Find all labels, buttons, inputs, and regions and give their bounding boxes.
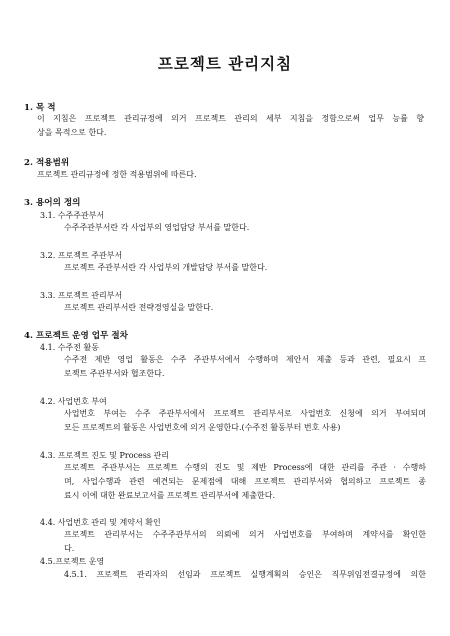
item-3-1-label: 3.1. 수주주관부서 <box>40 211 105 220</box>
document-title: 프로젝트 관리지침 <box>157 54 293 73</box>
item-4-2-line-1: 사업번호 부여는 수주 주관부서에서 프로젝트 관리부서로 사업번호 신청에 의거 부여되며 <box>64 409 426 418</box>
item-4-3-line-1: 프로젝트 주관부서는 프로젝트 수행의 진도 및 제반 Process에 대한 관리를 주관 · 수행하 <box>64 463 426 472</box>
item-3-1-body: 수주주관부서란 각 사업부의 영업담당 부서를 말한다. <box>64 223 250 232</box>
item-4-4-label: 4.4. 사업번호 관리 및 계약서 확인 <box>40 518 161 527</box>
item-4-2-line-2: 모든 프로젝트의 활동은 사업번호에 의거 운영한다.(수주전 활동부터 번호 사용) <box>64 423 341 432</box>
section-1-line-1: 이 지침은 프로젝트 관리규정에 의거 프로젝트 관리의 세부 지침을 정함으로써 업무 능률 향 <box>37 114 424 123</box>
item-4-3-line-2: 며, 사업수행과 관련 예견되는 문제점에 대해 프로젝트 관리부서와 협의하고 프로젝트 종 <box>64 477 426 486</box>
item-4-4-line-2: 다. <box>64 544 75 553</box>
section-4-heading: 4. 프로젝트 운영 업무 절차 <box>24 331 128 341</box>
item-4-4-line-1: 프로젝트 관리부서는 수주주관부서의 의뢰에 의거 사업번호를 부여하며 계약서를 확인한 <box>64 530 426 539</box>
section-1-line-2: 상을 목적으로 한다. <box>37 128 107 137</box>
item-4-5-label: 4.5.프로젝트 운영 <box>40 557 105 566</box>
item-3-3-label: 3.3. 프로젝트 관리부서 <box>40 291 123 300</box>
item-4-1-line-1: 수주전 제반 영업 활동은 수주 주관부서에서 수행하며 제안서 제출 등과 관련, 필요시 프 <box>64 355 426 364</box>
item-3-2-label: 3.2. 프로젝트 주관부서 <box>40 251 123 260</box>
section-2-line-1: 프로젝트 관리규정에 정한 적용범위에 따른다. <box>37 170 197 179</box>
item-4-1-line-2: 로젝트 주관부서와 협조한다. <box>64 369 165 378</box>
item-4-5-line-1: 4.5.1. 프로젝트 관리자의 선임과 프로젝트 실행계획의 승인은 직무위임전결규정에 의한 <box>64 570 426 579</box>
item-3-2-body: 프로젝트 주관부서란 각 사업부의 개발담당 부서를 말한다. <box>64 263 268 272</box>
section-1-heading: 1. 목 적 <box>24 103 56 113</box>
item-4-3-label: 4.3. 프로젝트 진도 및 Process 관리 <box>40 451 169 460</box>
section-2-heading: 2. 적용범위 <box>24 158 70 168</box>
item-4-1-label: 4.1. 수주전 활동 <box>40 343 99 352</box>
item-4-3-line-3: 료시 이에 대한 완료보고서를 프로젝트 관리부서에 제출한다. <box>64 491 275 500</box>
item-3-3-body: 프로젝트 관리부서란 전략경영실을 말한다. <box>64 303 214 312</box>
item-4-2-label: 4.2. 사업번호 부여 <box>40 397 107 406</box>
section-3-heading: 3. 용어의 정의 <box>24 198 81 208</box>
